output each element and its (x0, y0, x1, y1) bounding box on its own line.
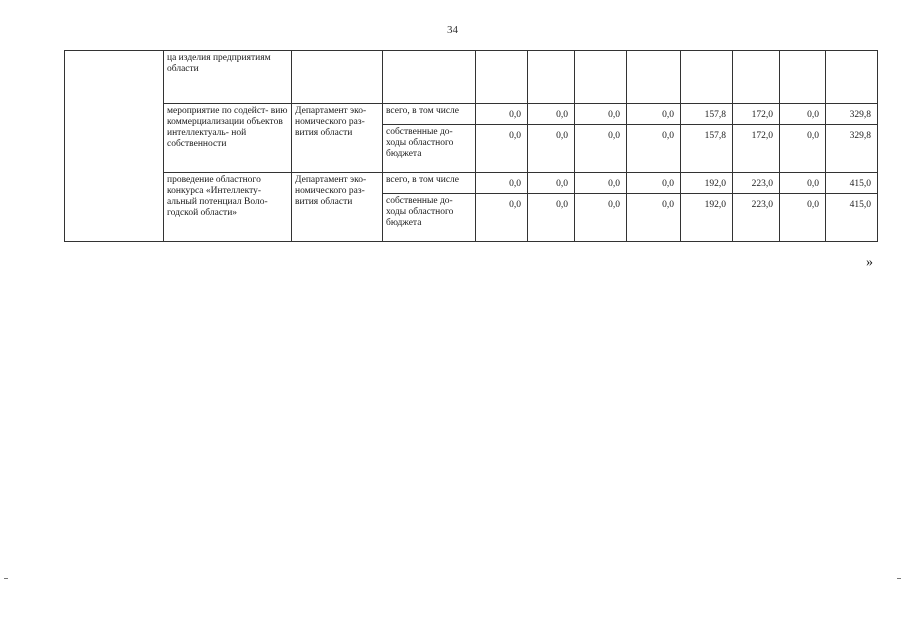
budget-table (64, 50, 878, 242)
activity-name-cell (164, 173, 292, 242)
value-cell: 172,0 (733, 104, 780, 125)
value-cell: 0,0 (627, 104, 681, 125)
page-number: 34 (447, 24, 458, 36)
empty-value-cell (780, 51, 826, 104)
value-cell: 329,8 (826, 104, 878, 125)
continued-activity-cell (164, 51, 292, 104)
activity-name-cell (164, 104, 292, 173)
value-cell: 157,8 (681, 104, 733, 125)
activity-executor: Департамент эко- номического раз- вития области (295, 106, 367, 138)
value-cell: 192,0 (681, 194, 733, 242)
activity-name: проведение областного конкурса «Интеллекту- альный потенциал Воло- годской области» (167, 175, 268, 218)
value-cell: 0,0 (528, 104, 575, 125)
funding-source-cell (383, 104, 476, 125)
value-cell: 0,0 (780, 173, 826, 194)
value-cell: 172,0 (733, 125, 780, 173)
value-cell: 0,0 (476, 173, 528, 194)
funding-source-label: всего, в том числе (386, 106, 460, 116)
value-cell: 0,0 (575, 173, 627, 194)
value-cell: 0,0 (528, 125, 575, 173)
activity-name: мероприятие по содейст- вию коммерциализации объектов интеллектуаль- ной собственности (167, 106, 288, 149)
value-cell: 0,0 (476, 125, 528, 173)
continued-activity-label: ца изделия предприятиям области (167, 53, 271, 74)
value-cell: 223,0 (733, 173, 780, 194)
empty-value-cell (476, 51, 528, 104)
scan-edge-mark-left (4, 578, 8, 579)
funding-source-label: всего, в том числе (386, 175, 460, 185)
empty-value-cell (575, 51, 627, 104)
value-cell: 0,0 (627, 173, 681, 194)
empty-value-cell (733, 51, 780, 104)
funding-source-label: собственные до- ходы областного бюджета (386, 127, 454, 159)
empty-value-cell (826, 51, 878, 104)
value-cell: 329,8 (826, 125, 878, 173)
value-cell: 0,0 (780, 104, 826, 125)
value-cell: 192,0 (681, 173, 733, 194)
activity-executor-cell (292, 173, 383, 242)
value-cell: 0,0 (575, 194, 627, 242)
value-cell: 0,0 (780, 194, 826, 242)
value-cell: 415,0 (826, 173, 878, 194)
value-cell: 0,0 (528, 194, 575, 242)
empty-value-cell (681, 51, 733, 104)
funding-source-label: собственные до- ходы областного бюджета (386, 196, 454, 228)
value-cell: 0,0 (780, 125, 826, 173)
continued-source-cell (383, 51, 476, 104)
empty-value-cell (627, 51, 681, 104)
value-cell: 0,0 (575, 104, 627, 125)
empty-value-cell (528, 51, 575, 104)
scan-edge-mark-right (897, 578, 901, 579)
value-cell: 0,0 (476, 194, 528, 242)
closing-quote-mark: » (866, 255, 873, 270)
value-cell: 157,8 (681, 125, 733, 173)
funding-source-cell (383, 173, 476, 194)
value-cell: 223,0 (733, 194, 780, 242)
funding-source-cell (383, 194, 476, 242)
value-cell: 0,0 (627, 125, 681, 173)
value-cell: 0,0 (575, 125, 627, 173)
value-cell: 0,0 (476, 104, 528, 125)
value-cell: 0,0 (627, 194, 681, 242)
continued-executor-cell (292, 51, 383, 104)
program-column-cell (65, 51, 164, 242)
activity-executor: Департамент эко- номического раз- вития области (295, 175, 367, 207)
funding-source-cell (383, 125, 476, 173)
activity-executor-cell (292, 104, 383, 173)
value-cell: 0,0 (528, 173, 575, 194)
value-cell: 415,0 (826, 194, 878, 242)
